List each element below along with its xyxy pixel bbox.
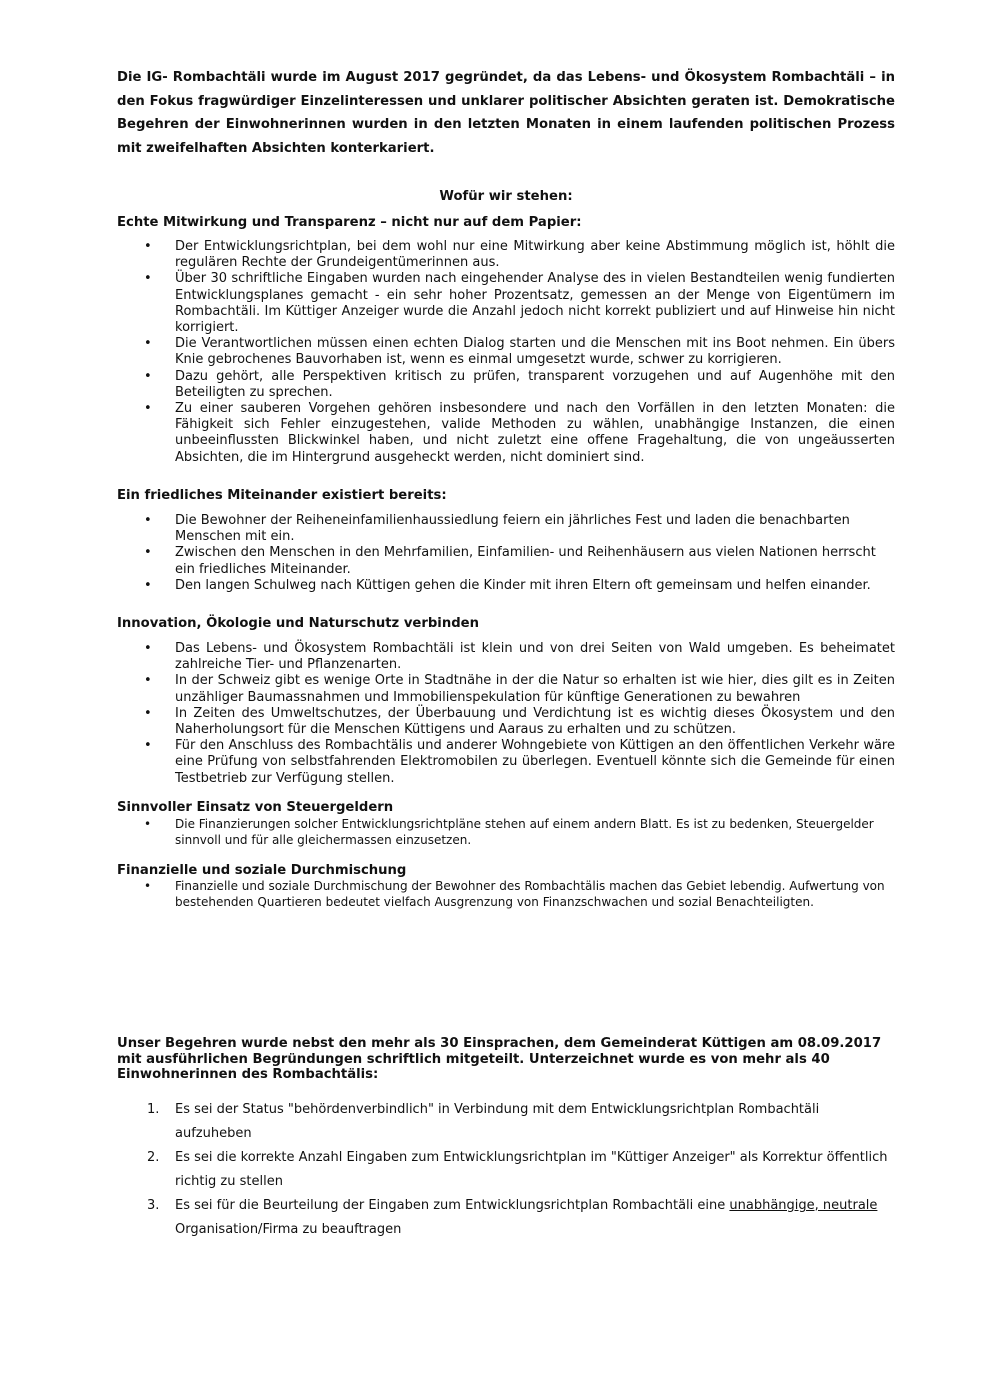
section-heading-mitwirkung: Echte Mitwirkung und Transparenz – nicht nur auf dem Papier: [117,215,582,230]
list-item: • Zwischen den Menschen in den Mehrfamilien, Einfamilien- und Reihenhäusern aus vielen Nationen herrscht ein friedliches Miteinander. [117,545,895,577]
demand-text: Es sei für die Beurteilung der Eingaben zum Entwicklungsrichtplan Rombachtäli eine [175,1198,730,1213]
list-item: • Das Lebens- und Ökosystem Rombachtäli ist klein und von drei Seiten von Wald umgeben. Es beheimatet zahlreiche Tier- und Pflanzenarten. [117,641,895,673]
bullet-list-innovation [117,641,895,787]
bullet-list-steuergelder [117,817,895,848]
demand-text: Es sei der Status "behördenverbindlich" in Verbindung mit dem Entwicklungsrichtplan Rombachtäli aufzuheben [175,1102,820,1141]
demand-item [117,1146,895,1194]
list-item: • In der Schweiz gibt es wenige Orte in Stadtnähe in der die Natur so erhalten ist wie hier, dies gilt es in Zeiten unzähliger Baumassnahmen und Immobilienspekulation für künftige Generationen zu bewahren [117,673,895,705]
list-item: • Der Entwicklungsrichtplan, bei dem wohl nur eine Mitwirkung aber keine Abstimmung möglich ist, höhlt die regulären Rechte der Grundeigentümerinnen aus. [117,239,895,271]
demand-item [117,1194,895,1242]
section-heading-innovation: Innovation, Ökologie und Naturschutz verbinden [117,616,479,631]
bullet-list-durchmischung [117,879,895,910]
demand-text: Organisation/Firma zu beauftragen [175,1222,402,1237]
demand-number: 2. [147,1150,160,1165]
section-heading-steuergelder: Sinnvoller Einsatz von Steuergeldern [117,800,394,815]
section-heading-miteinander: Ein friedliches Miteinander existiert bereits: [117,488,447,503]
bullet-list-miteinander [117,513,895,594]
list-item: • Finanzielle und soziale Durchmischung der Bewohner des Rombachtälis machen das Gebiet lebendig. Aufwertung von bestehenden Quartieren bedeutet vielfach Ausgrenzung von Finanzschwachen und sozial Benachteiligten. [117,879,895,910]
demand-text: Es sei die korrekte Anzahl Eingaben zum Entwicklungsrichtplan im "Küttiger Anzeiger" als Korrektur öffentlich richtig zu stellen [175,1150,888,1189]
bullet-list-mitwirkung [117,239,895,466]
list-item: • Die Finanzierungen solcher Entwicklungsrichtpläne stehen auf einem andern Blatt. Es ist zu bedenken, Steuergelder sinnvoll und für alle gleichermassen einzusetzen. [117,817,895,848]
list-item: • Die Bewohner der Reiheneinfamilienhaussiedlung feiern ein jährliches Fest und laden die benachbarten Menschen mit ein. [117,513,895,545]
demand-number: 3. [147,1198,160,1213]
demand-text-underlined: unabhängige, neutrale [729,1198,878,1213]
demand-number: 1. [147,1102,160,1117]
section-heading-durchmischung: Finanzielle und soziale Durchmischung [117,863,407,878]
list-item: • Über 30 schriftliche Eingaben wurden nach eingehender Analyse des in vielen Bestandteilen wenig fundierten Entwicklungsplanes gemacht - ein sehr hoher Prozentsatz, gemessen an der Menge von Eigentümern im Rombachtäli. Im Küttiger Anzeiger wurde die Anzahl jedoch nicht korrekt publiziert und auf Hinweise hin nicht korrigiert. [117,271,895,336]
list-item: • Die Verantwortlichen müssen einen echten Dialog starten und die Menschen mit ins Boot nehmen. Ein übers Knie gebrochenes Bauvorhaben ist, wenn es einmal umgesetzt wurde, schwer zu korrigieren. [117,336,895,368]
intro-paragraph: Die IG- Rombachtäli wurde im August 2017 gegründet, da das Lebens- und Ökosystem Rombachtäli – in den Fokus fragwürdiger Einzelinteressen und unklarer politischer Absichten geraten ist. Demokratische Begehren der Einwohnerinnen wurden in den letzten Monaten in einem laufenden politischen Prozess mit zweifelhaften Absichten konterkariert. [117,70,895,156]
petition-paragraph: Unser Begehren wurde nebst den mehr als 30 Einsprachen, dem Gemeinderat Küttigen am 08.09.2017 mit ausführlichen Begründungen schriftlich mitgeteilt. Unterzeichnet wurde es von mehr als 40 Einwohnerinnen des Rombachtälis: [117,1036,882,1082]
demands-list [117,1098,895,1242]
list-item: • Zu einer sauberen Vorgehen gehören insbesondere und nach den Vorfällen in den letzten Monaten: die Fähigkeit sich Fehler einzugestehen, valide Methoden zu wählen, unabhängige Instanzen, die einen unbeeinflussten Blickwinkel haben, und nicht zuletzt eine offene Fragehaltung, die von ungeäusserten Absichten, die im Hintergrund ausgeheckt werden, nicht dominiert sind. [117,401,895,466]
list-item: • Dazu gehört, alle Perspektiven kritisch zu prüfen, transparent vorzugehen und auf Augenhöhe mit den Beteiligten zu sprechen. [117,369,895,401]
list-item: • Für den Anschluss des Rombachtälis und anderer Wohngebiete von Küttigen an den öffentlichen Verkehr wäre eine Prüfung von selbstfahrenden Elektromobilen zu überlegen. Eventuell könnte sich die Gemeinde für einen Testbetrieb zur Verfügung stellen. [117,738,895,787]
main-heading: Wofür wir stehen: [439,189,573,204]
demand-item [117,1098,895,1146]
list-item: • In Zeiten des Umweltschutzes, der Überbauung und Verdichtung ist es wichtig dieses Ökosystem und den Naherholungsort für die Menschen Küttigens und Aaraus zu erhalten und zu schützen. [117,706,895,738]
list-item: • Den langen Schulweg nach Küttigen gehen die Kinder mit ihren Eltern oft gemeinsam und helfen einander. [117,578,895,594]
